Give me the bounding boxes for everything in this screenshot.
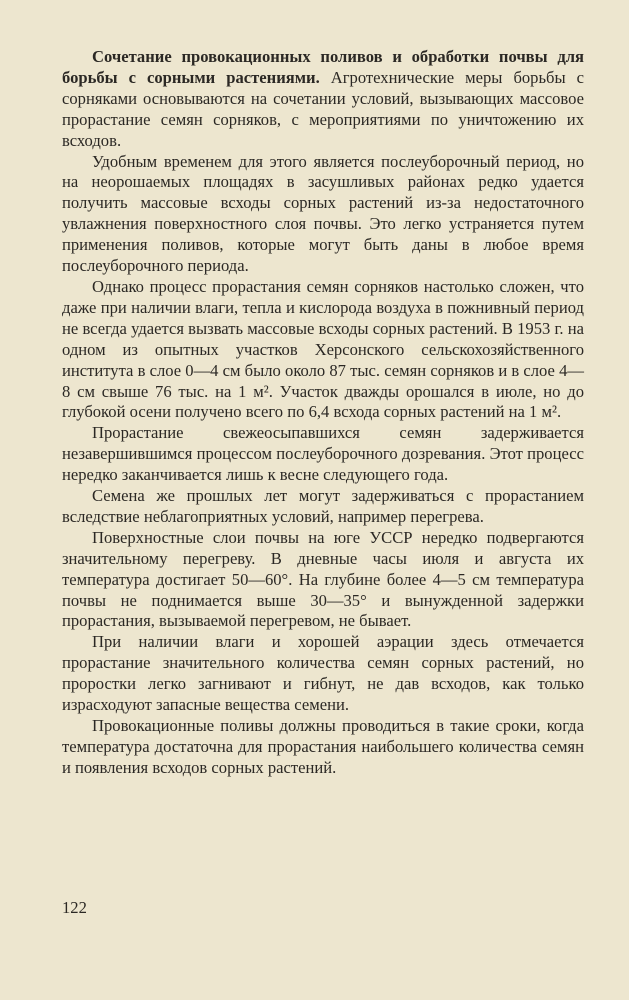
paragraph-5: Семена же прошлых лет могут задерживаться с прорастанием вследствие неблагоприятных условий, например перегрева. xyxy=(62,486,584,526)
paragraph-8: Провокационные поливы должны проводиться в такие сроки, когда температура достаточна для прорастания наибольшего количества семян и появления всходов сорных растений. xyxy=(62,716,584,777)
paragraph-lead: Сочетание провокационных поливов и обработки почвы для борьбы с сорными растениями. xyxy=(62,47,584,87)
paragraph-2: Удобным временем для этого является послеуборочный период, но на неорошаемых площадях в засушливых районах редко удается получить массовые всходы сорных растений из-за недостаточного увлажнения поверхностного слоя почвы. Это легко устраняется путем применения поливов, которые могут быть даны в любое время послеуборочного периода. xyxy=(62,151,584,276)
page-number: 122 xyxy=(62,898,87,917)
paragraph-7: При наличии влаги и хорошей аэрации здесь отмечается прорастание значительного количества семян сорных растений, но проростки легко загнивают и гибнут, не дав всходов, как только израсходуют запасные вещества семени. xyxy=(62,632,584,715)
paragraph-4: Прорастание свежеосыпавшихся семян задерживается незавершившимся процессом послеуборочного дозревания. Этот процесс нередко заканчивается лишь к весне следующего года. xyxy=(62,423,584,485)
paragraph-1 xyxy=(62,47,584,152)
paragraph-6: Поверхностные слои почвы на юге УССР нередко подвергаются значительному перегреву. В дневные часы июля и августа их температура достигает 50—60°. На глубине более 4—5 см температура почвы не поднимается выше 30—35° и вынужденной задержки прорастания, вызываемой перегревом, не бывает. xyxy=(62,527,584,631)
paragraph-3: Однако процесс прорастания семян сорняков настолько сложен, что даже при наличии влаги, тепла и кислорода воздуха в пожнивный период не всегда удается вызвать массовые всходы сорных растений. В 1953 г. на одном из опытных участков Херсонского сельскохозяйственного института в слое 0—4 см было около 87 тыс. семян сорняков и в слое 4—8 см свыше 76 тыс. на 1 м². Участок дважды орошался в июле, но до глубокой осени получено всего по 6,4 всхода сорных растений на 1 м². xyxy=(62,276,584,422)
body-text xyxy=(62,47,584,779)
paragraph-text: Агротехнические меры борьбы с сорняками основываются на сочетании условий, вызывающих массовое прорастание семян сорняков, с мероприятиями по уничтожению их всходов. xyxy=(62,67,584,150)
